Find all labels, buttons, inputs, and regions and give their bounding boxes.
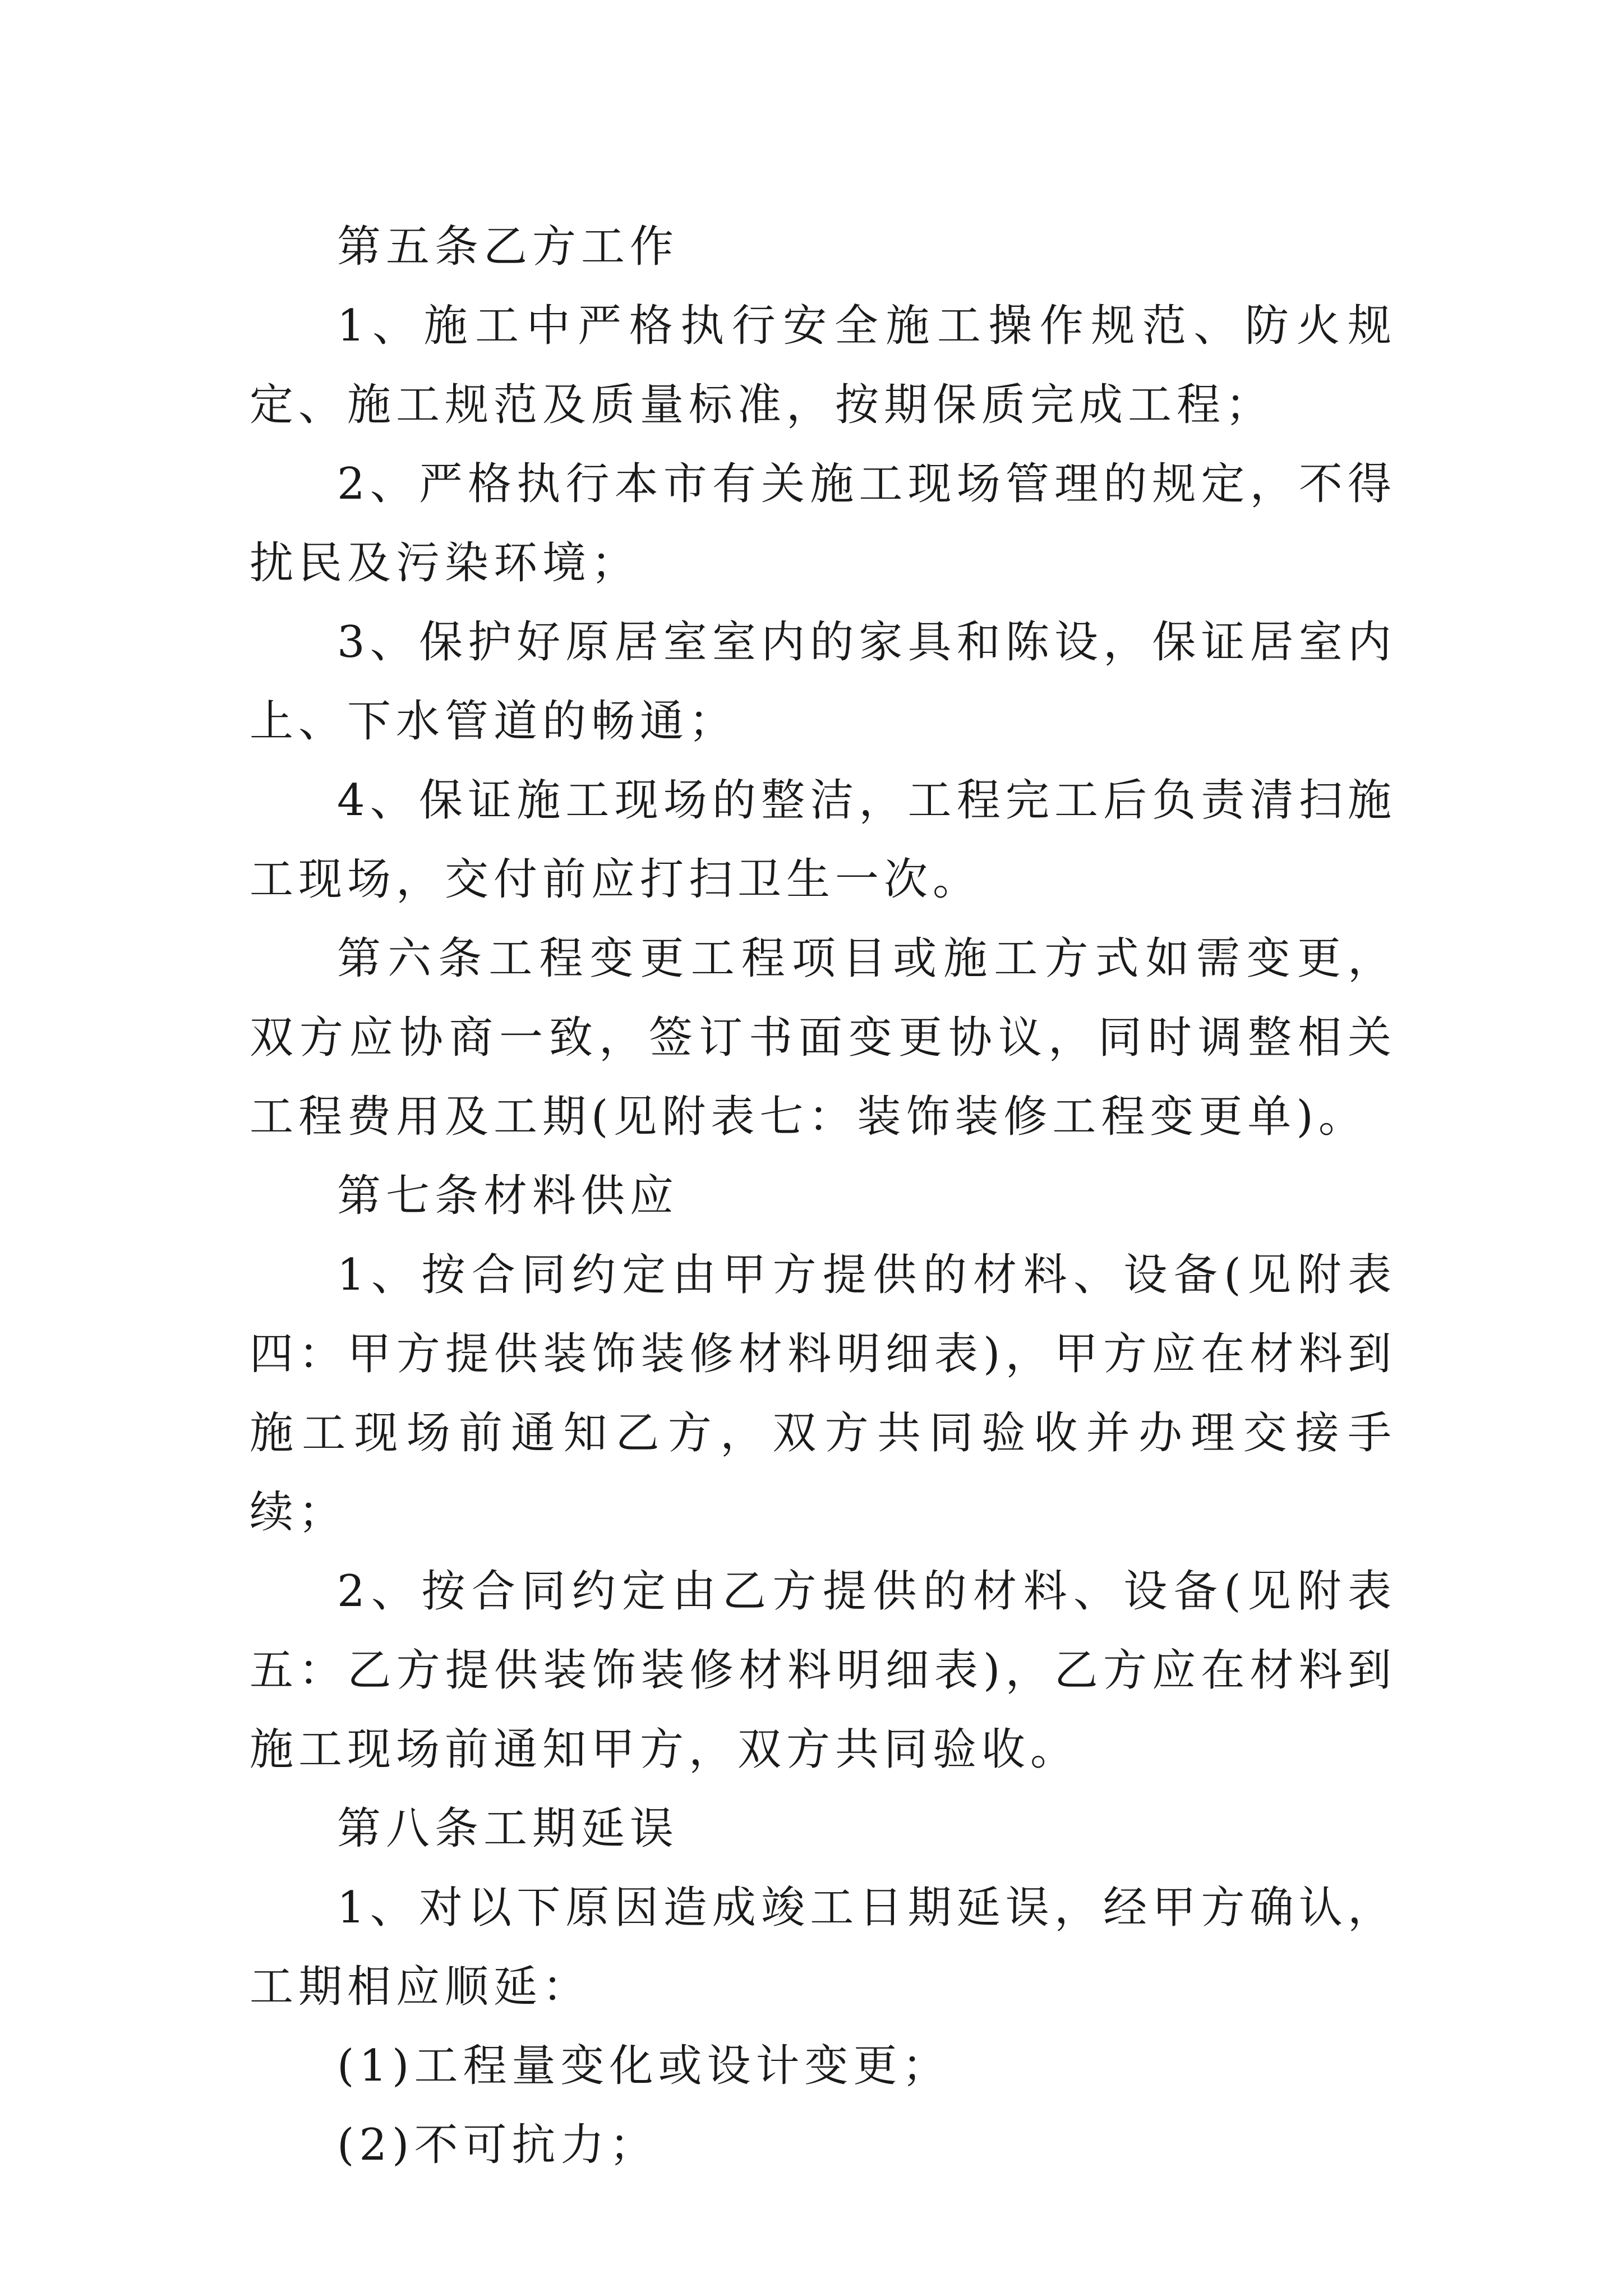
article-7-item-2: 2、按合同约定由乙方提供的材料、设备(见附表五：乙方提供装饰装修材料明细表)，乙方应在材料到施工现场前通知甲方，双方共同验收。: [250, 1566, 1396, 1775]
article-5-item-3: 3、保护好原居室室内的家具和陈设，保证居室内上、下水管道的畅通；: [250, 617, 1396, 747]
article-7-heading: 第七条材料供应: [337, 1171, 679, 1221]
article-8-subitem-2: (2)不可抗力；: [337, 2120, 658, 2170]
article-8-heading: 第八条工期延误: [337, 1803, 679, 1854]
article-7-item-1: 1、按合同约定由甲方提供的材料、设备(见附表四：甲方提供装饰装修材料明细表)，甲方应在材料到施工现场前通知乙方，双方共同验收并办理交接手续；: [250, 1250, 1396, 1538]
article-6-paragraph: 第六条工程变更工程项目或施工方式如需变更，双方应协商一致，签订书面变更协议，同时调整相关工程费用及工期(见附表七：装饰装修工程变更单)。: [250, 933, 1396, 1142]
article-8-item-1: 1、对以下原因造成竣工日期延误，经甲方确认，工期相应顺延：: [250, 1883, 1396, 2012]
article-8-subitem-1: (1)工程量变化或设计变更；: [337, 2041, 951, 2091]
article-5-item-4: 4、保证施工现场的整洁，工程完工后负责清扫施工现场，交付前应打扫卫生一次。: [250, 775, 1396, 905]
document-body: [250, 208, 1396, 2185]
article-5-item-2: 2、严格执行本市有关施工现场管理的规定，不得扰民及污染环境；: [250, 459, 1396, 588]
article-5-item-1: 1、施工中严格执行安全施工操作规范、防火规定、施工规范及质量标准，按期保质完成工程；: [250, 301, 1396, 430]
article-5-heading: 第五条乙方工作: [337, 222, 679, 272]
